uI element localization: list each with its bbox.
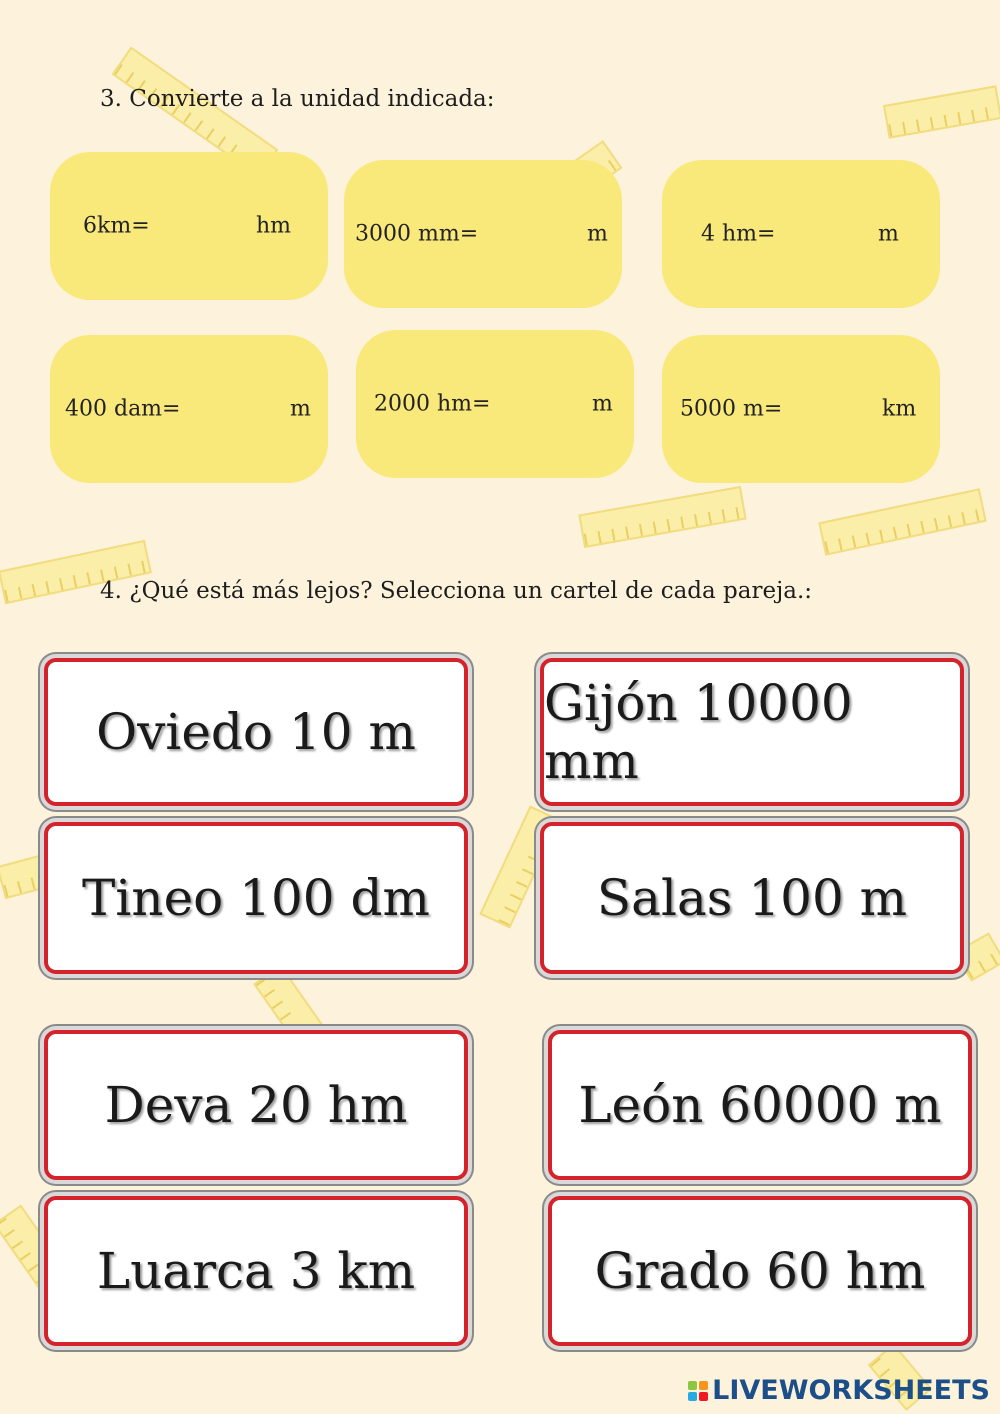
conversion-expression: 400 dam= bbox=[65, 396, 181, 422]
conversion-unit: m bbox=[587, 221, 608, 247]
ruler-decoration bbox=[818, 488, 986, 556]
conversion-expression: 3000 mm= bbox=[355, 221, 479, 247]
conversion-box bbox=[50, 152, 328, 300]
sign-luarca[interactable]: Luarca 3 km bbox=[44, 1196, 468, 1346]
conversion-expression: 4 hm= bbox=[701, 221, 776, 247]
sign-tineo[interactable]: Tineo 100 dm bbox=[44, 822, 468, 974]
conversion-box bbox=[344, 160, 622, 308]
conversion-unit: km bbox=[882, 396, 917, 422]
conversion-expression: 6km= bbox=[83, 213, 150, 239]
conversion-box bbox=[356, 330, 634, 478]
sign-salas[interactable]: Salas 100 m bbox=[540, 822, 964, 974]
section-4-heading: 4. ¿Qué está más lejos? Selecciona un cartel de cada pareja.: bbox=[100, 578, 813, 604]
conversion-unit: hm bbox=[256, 213, 292, 239]
conversion-unit: m bbox=[290, 396, 311, 422]
sign-leon[interactable]: León 60000 m bbox=[548, 1030, 972, 1180]
sign-gijon[interactable]: Gijón 10000 mm bbox=[540, 658, 964, 806]
conversion-box bbox=[50, 335, 328, 483]
liveworksheets-brand[interactable] bbox=[688, 1375, 990, 1406]
section-3-heading: 3. Convierte a la unidad indicada: bbox=[100, 86, 495, 112]
ruler-decoration bbox=[0, 855, 49, 899]
brand-text: LIVEWORKSHEETS bbox=[712, 1375, 990, 1406]
sign-deva[interactable]: Deva 20 hm bbox=[44, 1030, 468, 1180]
sign-oviedo[interactable]: Oviedo 10 m bbox=[44, 658, 468, 806]
conversion-unit: m bbox=[878, 221, 899, 247]
liveworksheets-logo-icon bbox=[688, 1381, 708, 1401]
ruler-decoration bbox=[578, 486, 746, 548]
conversion-unit: m bbox=[592, 391, 613, 417]
ruler-decoration bbox=[883, 85, 1000, 138]
conversion-expression: 2000 hm= bbox=[374, 391, 491, 417]
conversion-expression: 5000 m= bbox=[680, 396, 783, 422]
conversion-box bbox=[662, 335, 940, 483]
sign-grado[interactable]: Grado 60 hm bbox=[548, 1196, 972, 1346]
conversion-box bbox=[662, 160, 940, 308]
